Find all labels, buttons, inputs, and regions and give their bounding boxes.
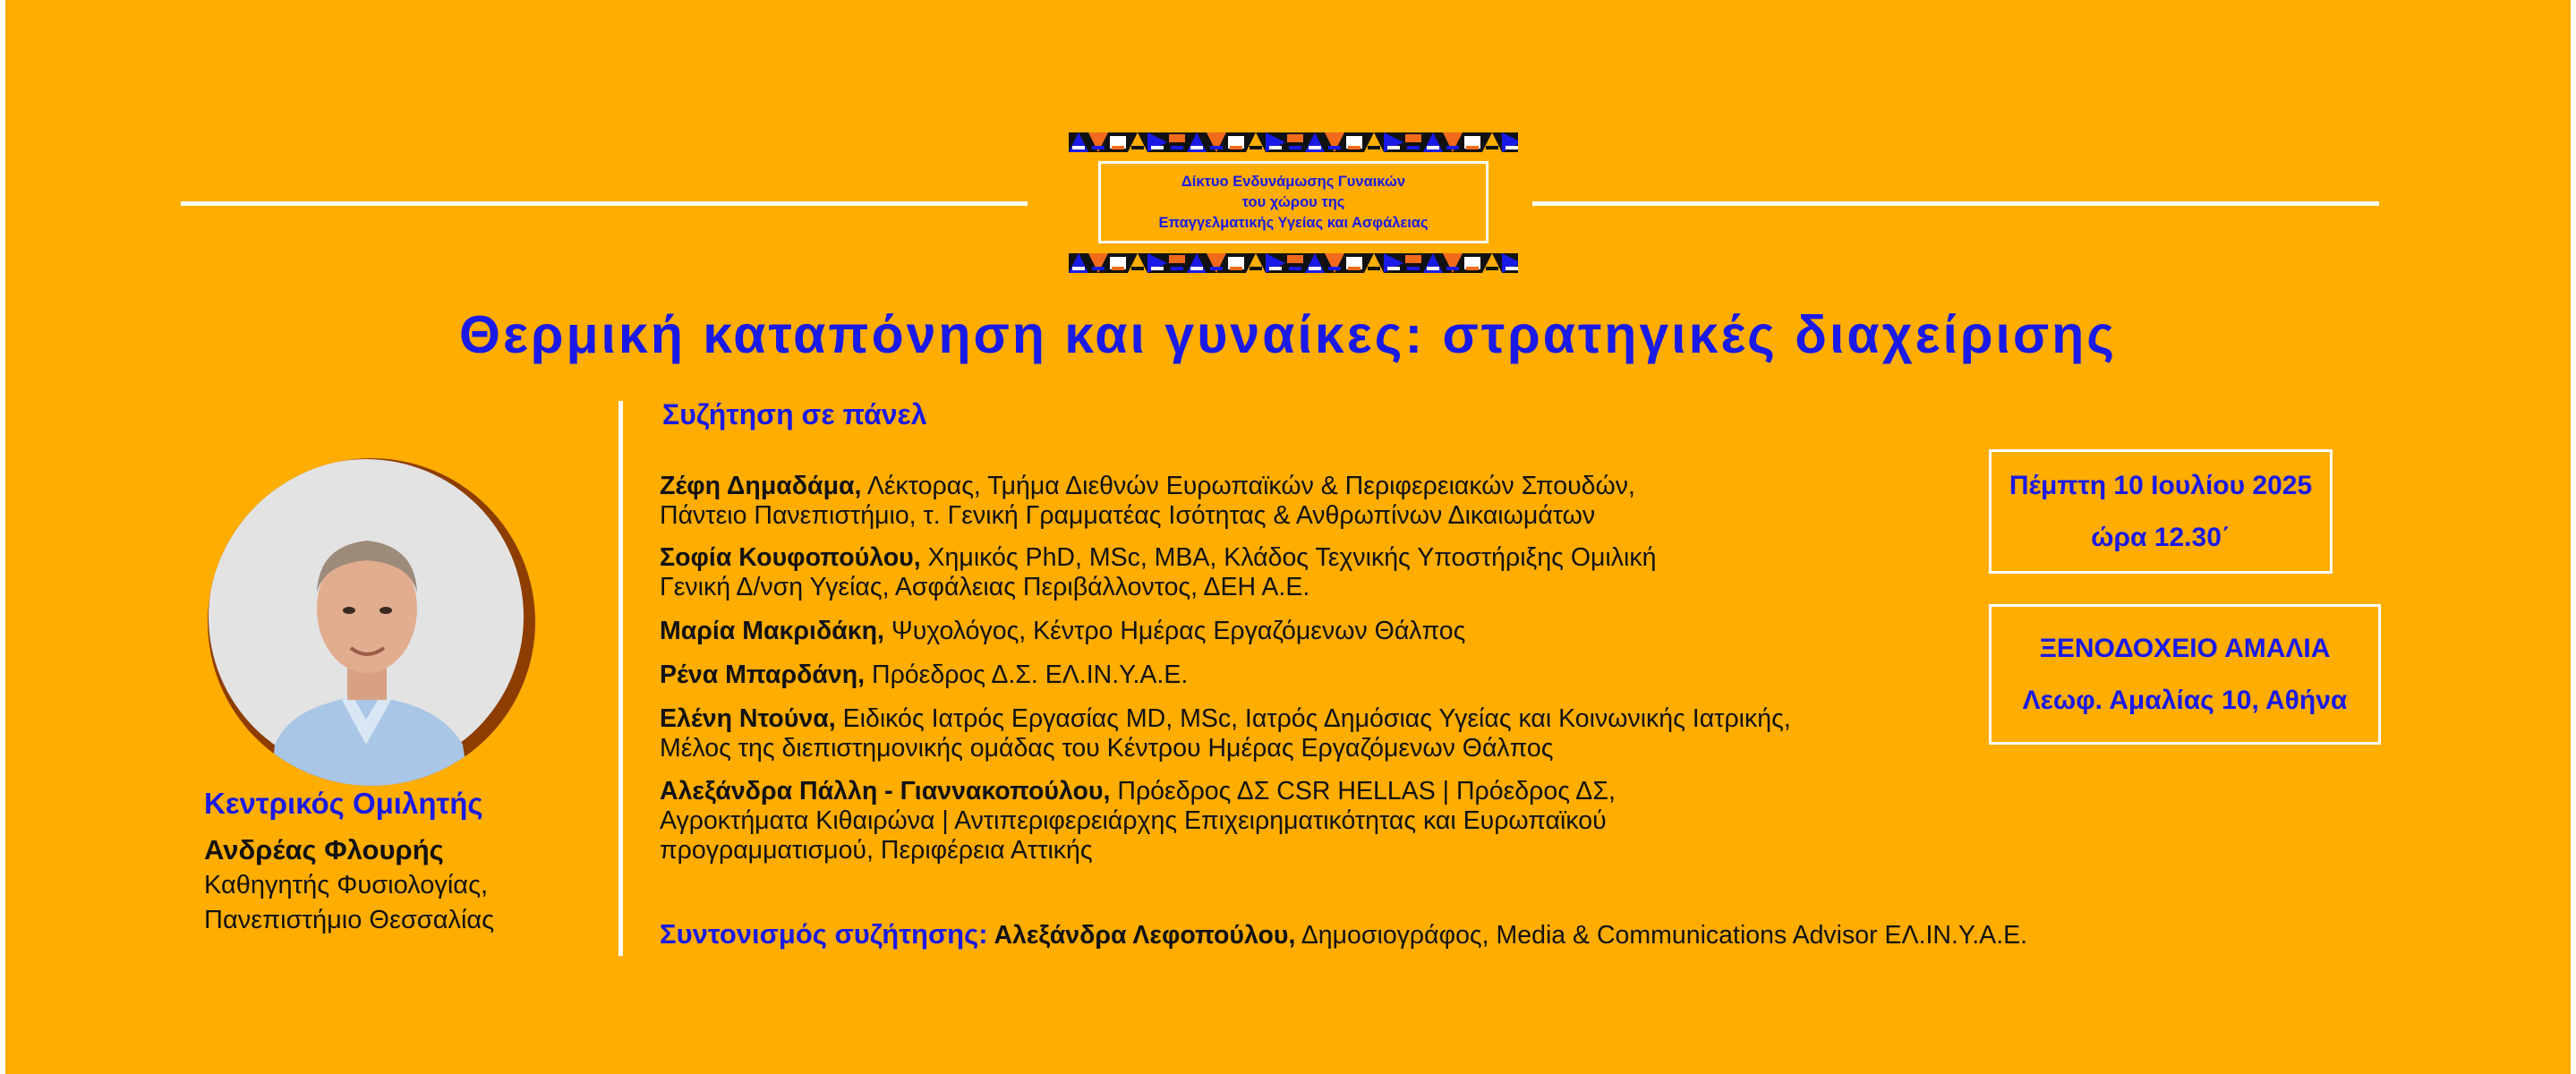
vertical-divider [618, 401, 623, 956]
logo-pattern-top [1069, 132, 1518, 152]
logo-pattern-bottom [1069, 253, 1518, 273]
keynote-title-line-2: Πανεπιστήμιο Θεσσαλίας [204, 906, 495, 934]
panelist-6-line-3: προγραμματισμού, Περιφέρεια Αττικής [660, 836, 1093, 865]
moderator-line [660, 916, 2027, 953]
left-decorative-line [181, 201, 1028, 206]
event-title: Θερμική καταπόνηση και γυναίκες: στρατηγικές διαχείρισης [459, 305, 2117, 364]
venue-address: Λεωφ. Αμαλίας 10, Αθήνα [2022, 685, 2348, 715]
event-date: Πέμπτη 10 Ιουλίου 2025 [2009, 470, 2313, 500]
panelist-1-line-2: Πάντειο Πανεπιστήμιο, τ. Γενική Γραμματέας Ισότητας & Ανθρωπίνων Δικαιωμάτων [660, 501, 1596, 530]
logo-line-1: Δίκτυο Ενδυνάμωσης Γυναικών [1181, 173, 1406, 190]
panel-title: Συζήτηση σε πάνελ [662, 398, 927, 430]
moderator-label: Συντονισμός συζήτησης: [660, 918, 988, 950]
panelist-3-name: Μαρία Μακριδάκη, [660, 617, 884, 645]
date-box [1989, 449, 2333, 574]
logo-text-box [1098, 161, 1488, 243]
moderator-name: Αλεξάνδρα Λεφοπούλου, [987, 921, 1296, 950]
panelist-3-line-1 [660, 613, 1465, 649]
event-banner [5, 0, 2571, 1074]
logo-line-2: του χώρου της [1241, 193, 1345, 210]
panelist-4-line-1 [660, 657, 1188, 693]
venue-box [1989, 604, 2381, 745]
panelist-2-name: Σοφία Κουφοπούλου, [660, 543, 921, 572]
speaker-photo [208, 458, 535, 786]
panelist-6-role: Πρόεδρος ΔΣ CSR HELLAS | Πρόεδρος ΔΣ, [1110, 777, 1616, 806]
panelist-3-role: Ψυχολόγος, Κέντρο Ημέρας Εργαζόμενων Θάλπος [883, 617, 1466, 645]
panelist-6-name: Αλεξάνδρα Πάλλη - Γιαννακοπούλου, [660, 777, 1111, 806]
moderator-role: Δημοσιογράφος, Media & Communications Advisor ΕΛ.ΙΝ.Υ.Α.Ε. [1295, 921, 2028, 950]
panelist-4-role: Πρόεδρος Δ.Σ. ΕΛ.ΙΝ.Υ.Α.Ε. [865, 661, 1189, 689]
panelist-1-name: Ζέφη Δημαδάμα, [660, 472, 862, 500]
keynote-name: Ανδρέας Φλουρής [204, 834, 444, 865]
panelist-6-line-2: Αγροκτήματα Κιθαιρώνα | Αντιπεριφερειάρχης Επιχειρηματικότητας και Ευρωπαϊκού [660, 806, 1607, 835]
panelist-2-line-2: Γενική Δ/νση Υγείας, Ασφάλειας Περιβάλλοντος, ΔΕΗ Α.Ε. [660, 573, 1310, 601]
venue-name: ΞΕΝΟΔΟΧΕΙΟ ΑΜΑΛΙΑ [2039, 633, 2331, 663]
network-logo [1069, 132, 1518, 273]
logo-line-3: Επαγγελματικής Υγείας και Ασφάλειας [1158, 214, 1429, 231]
panelist-5-name: Ελένη Ντούνα, [660, 704, 836, 733]
event-time: ώρα 12.30΄ [2091, 522, 2231, 552]
right-decorative-line [1532, 201, 2379, 206]
panelist-1-role: Λέκτορας, Τμήμα Διεθνών Ευρωπαϊκών & Περιφερειακών Σπουδών, [861, 472, 1635, 500]
panelist-4-name: Ρένα Μπαρδάνη, [660, 661, 866, 689]
panelist-5-role: Ειδικός Ιατρός Εργασίας MD, MSc, Ιατρός Δημόσιας Υγείας και Κοινωνικής Ιατρικής, [835, 704, 1791, 733]
keynote-heading: Κεντρικός Ομιλητής [204, 787, 483, 820]
keynote-title-line-1: Καθηγητής Φυσιολογίας, [204, 871, 489, 899]
panelist-5-line-2: Μέλος της διεπιστημονικής ομάδας του Κέντρου Ημέρας Εργαζόμενων Θάλπος [660, 734, 1554, 763]
panelist-2-role: Χημικός PhD, MSc, MBA, Κλάδος Τεχνικής Υποστήριξης Ομιλική [920, 543, 1657, 572]
